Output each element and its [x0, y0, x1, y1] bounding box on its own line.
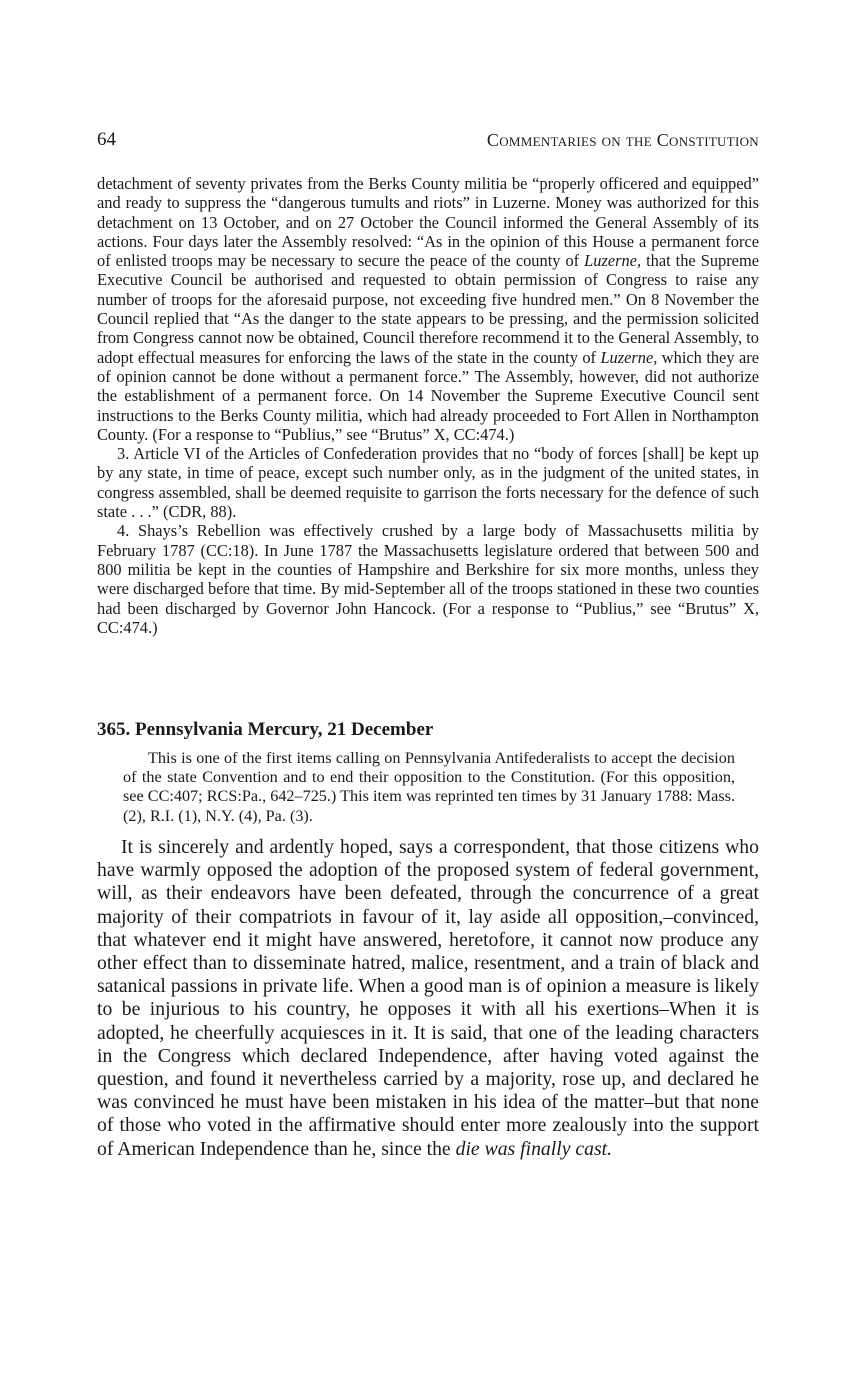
note-continuation-italic-1: Luzerne,: [584, 251, 642, 271]
editorial-headnote: This is one of the first items calling on Pennsylvania Antifederalists to accept the decision of the state Convention and to end their opposition to the Constitution. (For this opposition, see CC:407; RCS:Pa., 642–725.) This item was reprinted ten times by 31 January 1788: Mass. (2), R.I. (1), N.Y. (4), Pa. (3).: [123, 749, 735, 825]
running-title: Commentaries on the Constitution: [486, 130, 759, 150]
note-continuation: [97, 174, 759, 444]
document-body-text: It is sincerely and ardently hoped, says a correspondent, that those citizens who have warmly opposed the adoption of the proposed system of federal government, will, as their endeavors have been defeated, through the concurrence of a great majority of their compatriots in favour of it, lay aside all opposition,–convinced, that whatever end it might have answered, heretofore, it cannot now produce any other effect than to disseminate hatred, malice, resentment, and a train of black and satanical passions in private life. When a good man is of opinion a measure is likely to be injurious to his country, he opposes it with all his exertions–When it is adopted, he cheerfully acquiesces in it. It is said, that one of the leading characters in the Congress which declared Independence, after having voted against the question, and found it nevertheless carried by a majority, rose up, and declared he was convinced he must have been mistaken in his idea of the matter–but that none of those who voted in the affirmative should enter more zealously into the support of American Independence than he, since the: [97, 836, 759, 1160]
note-continuation-text-1: detachment of seventy privates from the Berks County militia be “properly officered and equipped” and ready to suppress the “dangerous tumults and riots” in Luzerne. Money was authorized for this detachment on 13 October, and on 27 October the Council informed the General Assembly of its actions. Four days later the Assembly resolved: “As in the opinion of this House a permanent force of enlisted troops may be necessary to secure the peace of the county of: [97, 174, 759, 271]
page-number: 64: [97, 129, 116, 150]
document-body: [97, 836, 759, 1161]
note-continuation-italic-2: Luzerne,: [600, 347, 658, 367]
note-4: 4. Shays’s Rebellion was effectively crushed by a large body of Massachusetts militia by February 1787 (CC:18). In June 1787 the Massachusetts legislature ordered that between 500 and 800 militia be kept in the counties of Hampshire and Berkshire for six more months, unless they were discharged before that time. By mid-September all of the troops stationed in these two counties had been discharged by Governor John Hancock. (For a response to “Publius,” see “Brutus” X, CC:474.): [97, 521, 759, 637]
note-continuation-text-3: which they are of opinion cannot be done without a permanent force.” The Assembly, however, did not authorize the establishment of a permanent force. On 14 November the Supreme Executive Council sent instructions to the Berks County militia, which had already proceeded to Fort Allen in Northampton County. (For a response to “Publius,” see “Brutus” X, CC:474.): [97, 347, 759, 444]
document-heading: 365. Pennsylvania Mercury, 21 December: [97, 719, 434, 740]
note-continuation-text-2: that the Supreme Executive Council be authorised and requested to obtain permission of Congress to raise any number of troops for the aforesaid purpose, not exceeding five hundred men.” On 8 November the Council replied that “As the danger to the state appears to be pressing, and the permission solicited from Congress cannot now be obtained, Council therefore recommend it to the General Assembly, to adopt effectual measures for enforcing the laws of the state in the county of: [97, 251, 759, 367]
note-3: 3. Article VI of the Articles of Confederation provides that no “body of forces [shall] be kept up by any state, in time of peace, except such number only, as in the judgment of the united states, in congress assembled, shall be deemed requisite to garrison the forts necessary for the defence of such state . . .” (CDR, 88).: [97, 444, 759, 522]
endnotes: [97, 174, 759, 637]
document-body-italic: die was finally cast.: [455, 1137, 613, 1160]
running-head: [97, 127, 759, 153]
